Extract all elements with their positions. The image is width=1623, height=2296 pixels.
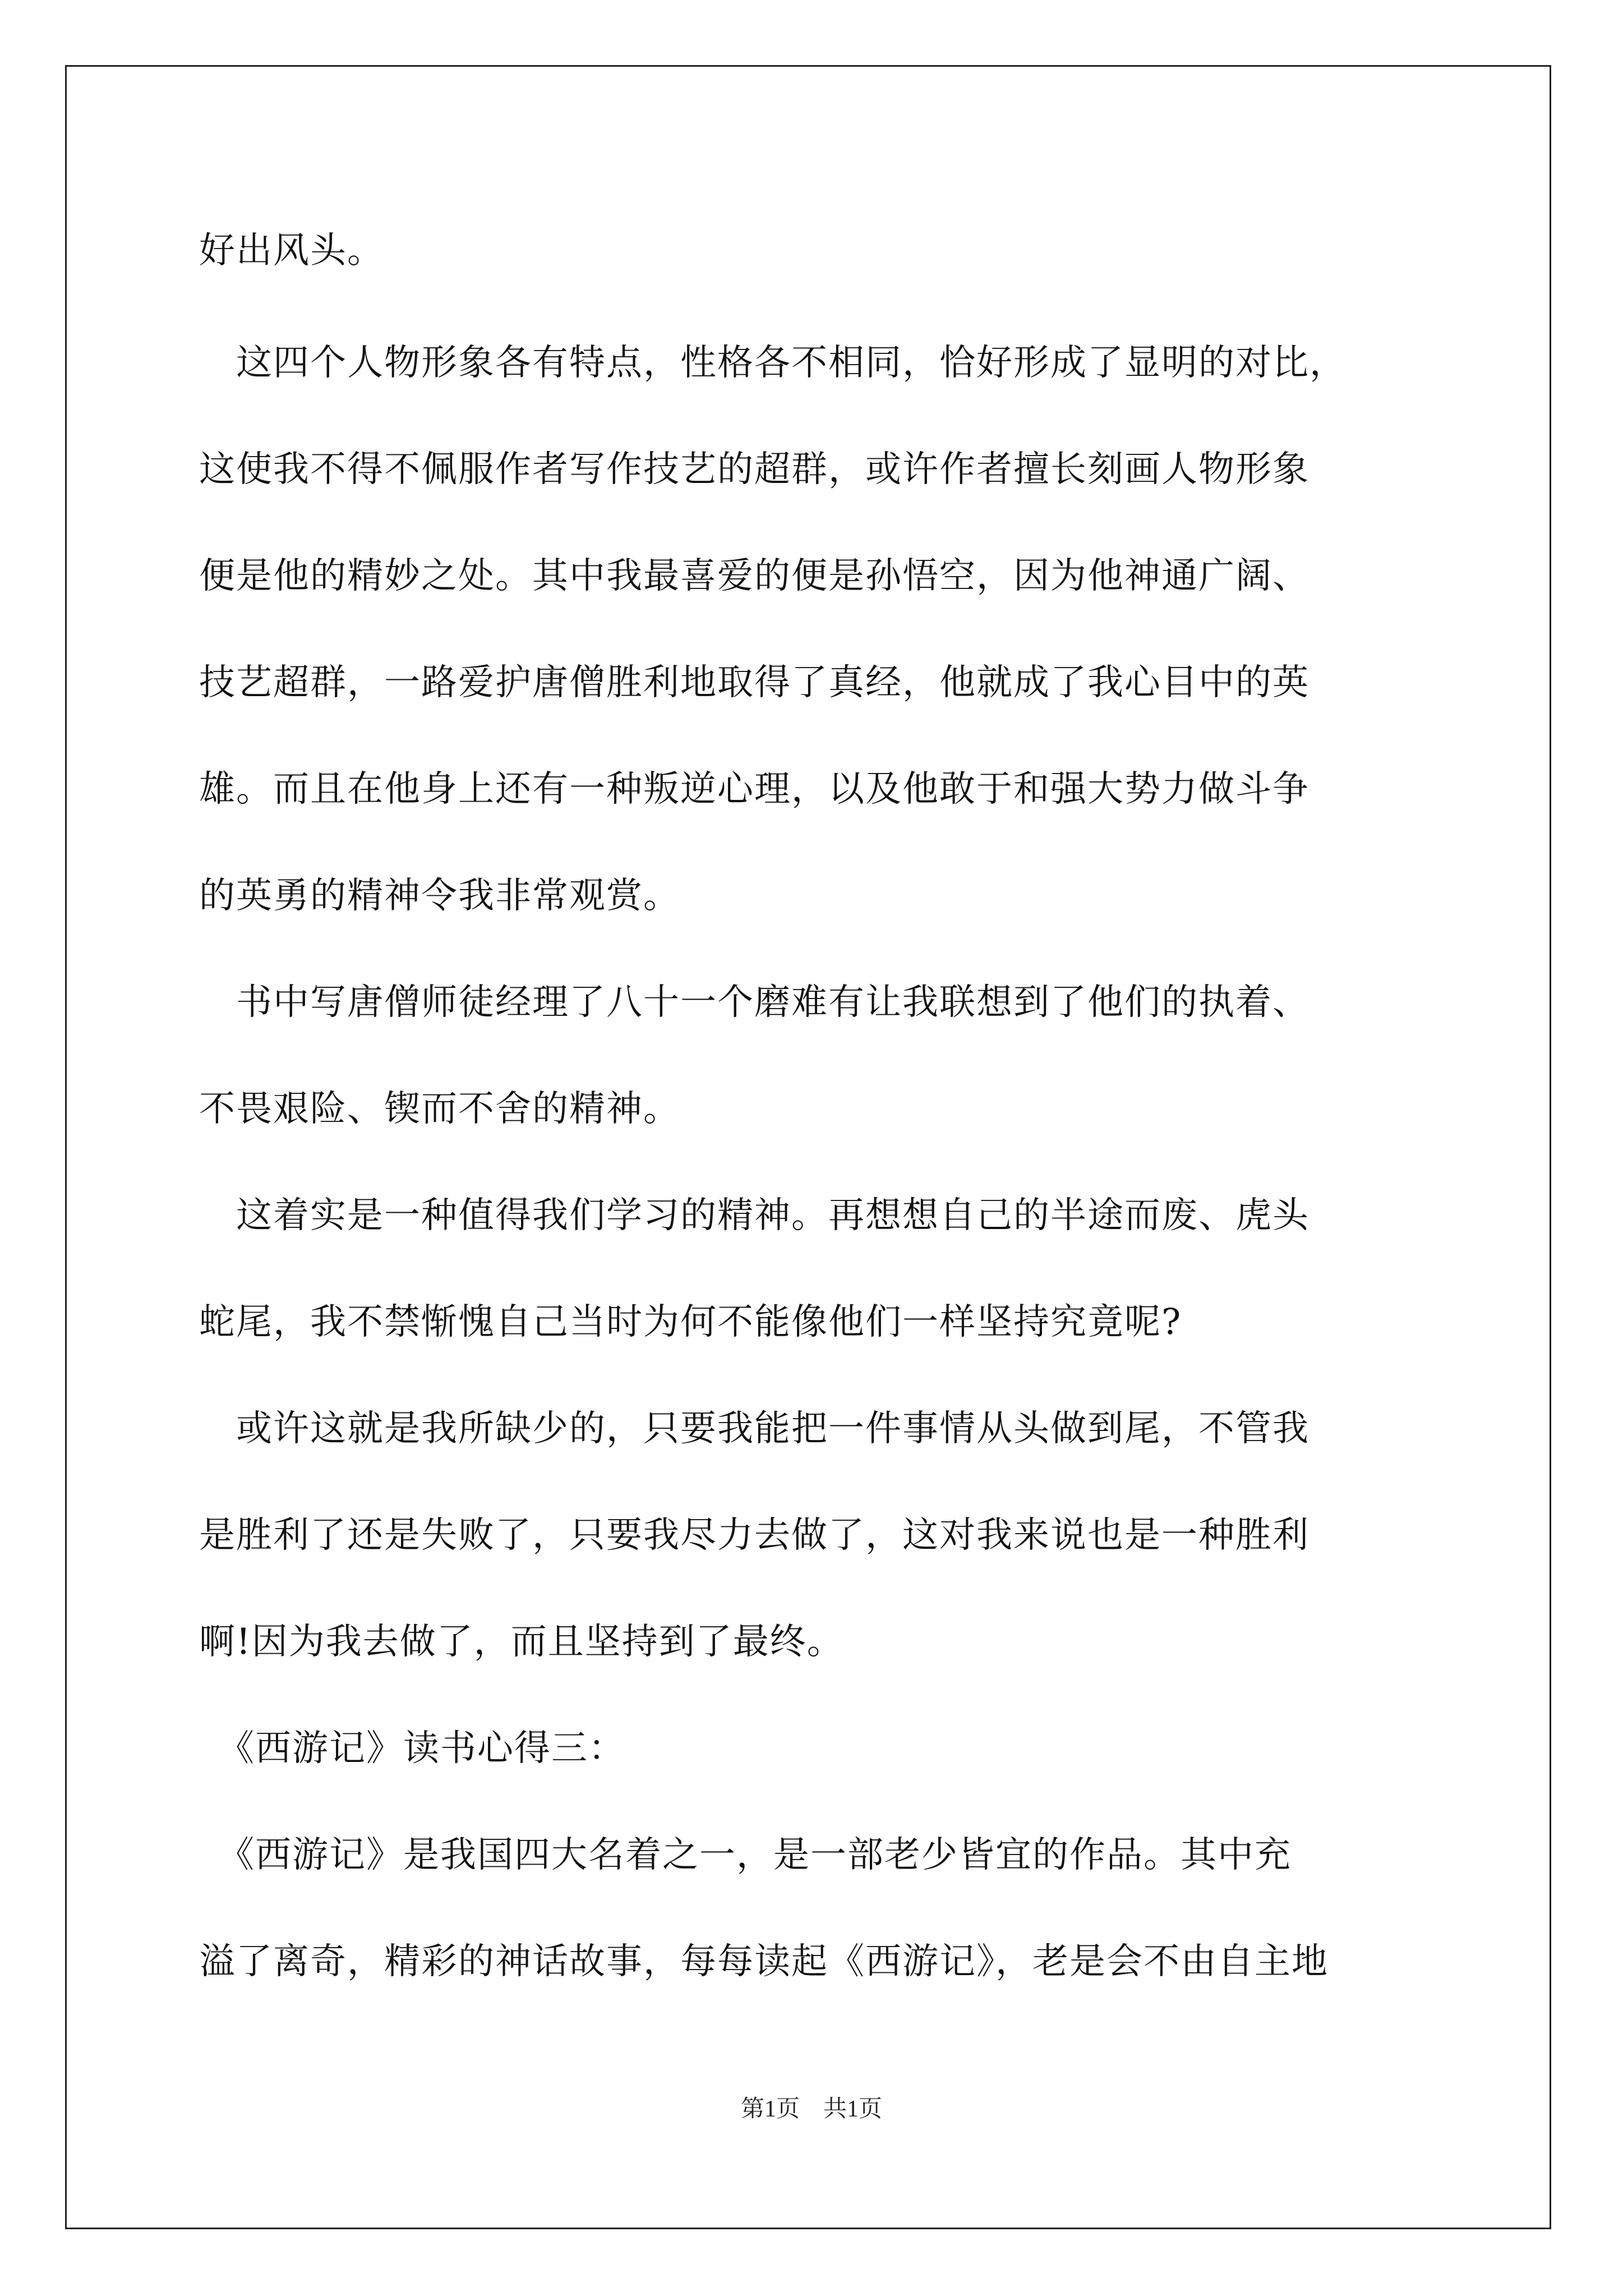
text-line-14: 啊!因为我去做了，而且坚持到了最终。 [199, 1621, 844, 1663]
text-line-11: 蛇尾，我不禁惭愧自己当时为何不能像他们一样坚持究竟呢? [199, 1301, 1182, 1343]
text-line-15: 《西游记》读书心得三： [199, 1728, 625, 1769]
text-line-16: 《西游记》是我国四大名着之一，是一部老少皆宜的作品。其中充 [199, 1834, 1292, 1876]
text-line-2: 这四个人物形象各有特点，性格各不相同，恰好形成了显明的对比， [199, 342, 1347, 384]
text-line-4: 便是他的精妙之处。其中我最喜爱的便是孙悟空，因为他神通广阔、 [199, 555, 1310, 597]
text-line-13: 是胜利了还是失败了，只要我尽力去做了，这对我来说也是一种胜利 [199, 1515, 1310, 1556]
text-line-12: 或许这就是我所缺少的，只要我能把一件事情从头做到尾，不管我 [199, 1408, 1310, 1450]
text-line-9: 不畏艰险、锲而不舍的精神。 [199, 1088, 680, 1130]
text-line-7: 的英勇的精神令我非常观赏。 [199, 875, 680, 917]
text-line-3: 这使我不得不佩服作者写作技艺的超群，或许作者擅长刻画人物形象 [199, 449, 1310, 490]
text-line-1: 好出风头。 [199, 230, 384, 272]
text-line-17: 溢了离奇，精彩的神话故事，每每读起《西游记》，老是会不由自主地 [199, 1941, 1329, 1982]
page-number-footer: 第1页 共1页 [740, 2096, 882, 2122]
text-line-10: 这着实是一种值得我们学习的精神。再想想自己的半途而废、虎头 [199, 1195, 1310, 1236]
text-line-8: 书中写唐僧师徒经理了八十一个磨难有让我联想到了他们的执着、 [199, 982, 1310, 1023]
text-line-6: 雄。而且在他身上还有一种叛逆心理，以及他敢于和强大势力做斗争 [199, 769, 1310, 810]
text-line-5: 技艺超群，一路爱护唐僧胜利地取得了真经，他就成了我心目中的英 [199, 662, 1310, 703]
